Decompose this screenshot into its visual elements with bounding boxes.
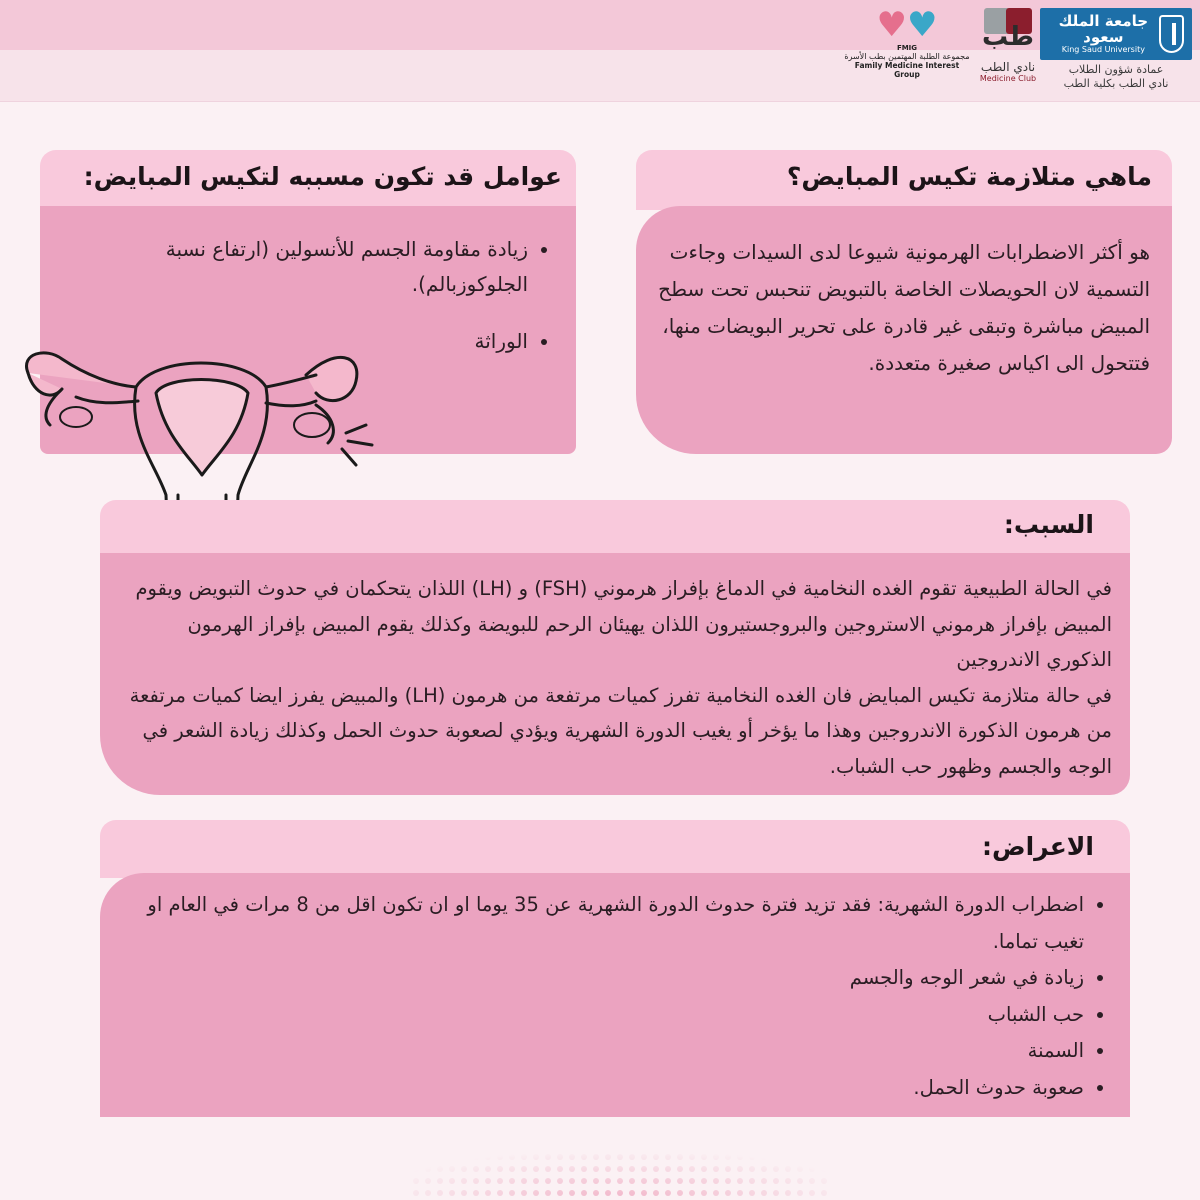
cause-paragraph-pcos: في حالة متلازمة تكيس المبايض فان الغده النخامية تفرز كميات مرتفعة من هرمون (LH) والمبيض يفرز ايضا كميات مرتفعة من هرمون الذكورة الاندروجين وهذا ما يؤخر أو يغيب الدورة الشهرية ويؤدي لصعوبة حدوث الحمل وكذلك زيادة الشعر في الوجه والجسم وظهور حب الشباب. (129, 683, 1112, 778)
ksu-logo-box (1040, 8, 1192, 60)
fmig-heart-icon: ♥♥ (876, 5, 938, 45)
medicine-club-mark-icon (982, 8, 1034, 58)
ksu-arabic-name: جامعة الملك سعود (1058, 12, 1149, 46)
medicine-club-glyph: طب (982, 22, 1035, 52)
symptoms-body (100, 873, 1130, 1117)
factors-title: عوامل قد تكون مسببه لتكيس المبايض: (40, 150, 576, 210)
fmig-abbr: FMIG (896, 44, 918, 52)
what-is-text: هو أكثر الاضطرابات الهرمونية شيوعا لدى السيدات وجاءت التسمية لان الحويصلات الخاصة بالتبويض تنحبس تحت سطح المبيض مباشرة وتبقى غير قادرة على تحرير البويضات منها، فتتحول الى اكياس صغيرة متعددة. (658, 240, 1150, 375)
factors-body (40, 206, 576, 454)
medicine-club-arabic-name: نادي الطب (980, 60, 1036, 74)
medicine-club-logo (978, 8, 1038, 83)
ksu-subtitle-line1: عمادة شؤون الطلاب (1068, 63, 1164, 76)
ksu-english-name: King Saud University (1061, 44, 1145, 54)
ksu-logo (1040, 8, 1192, 91)
symptom-item-hair: • زيادة في شعر الوجه والجسم (118, 960, 1084, 997)
cause-paragraph-normal: في الحالة الطبيعية تقوم الغده النخامية في الدماغ بإفراز هرموني (FSH) و (LH) اللذان يتحكمان في حدوث التبويض ويقوم المبيض بإفراز هرموني الاستروجين والبروجستيرون اللذان يهيئان الرحم للبويضة وكذلك يقوم المبيض بإفراز الهرمون الذكوري الاندروجين (135, 577, 1112, 671)
symptom-item-infertility: • صعوبة حدوث الحمل. (118, 1070, 1084, 1107)
ksu-names (1048, 14, 1159, 54)
symptom-item-acne: • حب الشباب (118, 997, 1084, 1034)
symptoms-title: الاعراض: (100, 820, 1130, 878)
fmig-english-name: Family Medicine Interest Group (854, 61, 960, 79)
symptoms-list (118, 887, 1090, 1106)
fmig-logo (842, 6, 972, 79)
symptom-item-obesity: • السمنة (118, 1033, 1084, 1070)
decorative-dots-pattern (410, 1115, 830, 1200)
ksu-emblem-icon (1159, 15, 1184, 53)
cause-title: السبب: (100, 500, 1130, 558)
what-is-title: ماهي متلازمة تكيس المبايض؟ (636, 150, 1172, 210)
factor-item-genetics: • الوراثة (60, 324, 528, 359)
factors-list (60, 232, 528, 359)
fmig-arabic-name: مجموعة الطلبة المهتمين بطب الأسرة (844, 52, 970, 61)
medicine-club-english-name: Medicine Club (979, 74, 1037, 83)
ksu-subtitle-line2: نادي الطب بكلية الطب (1063, 76, 1169, 90)
symptom-item-cycle: • اضطراب الدورة الشهرية: فقد تزيد فترة حدوث الدورة الشهرية عن 35 يوما او ان تكون اقل من 8 مرات في العام او تغيب تماما. (118, 887, 1084, 960)
cause-body (100, 553, 1130, 795)
what-is-body (636, 206, 1172, 454)
ksu-subtitle (1040, 63, 1192, 91)
factor-item-insulin: • زيادة مقاومة الجسم للأنسولين (ارتفاع نسبة الجلوكوزبالم). (60, 232, 528, 302)
